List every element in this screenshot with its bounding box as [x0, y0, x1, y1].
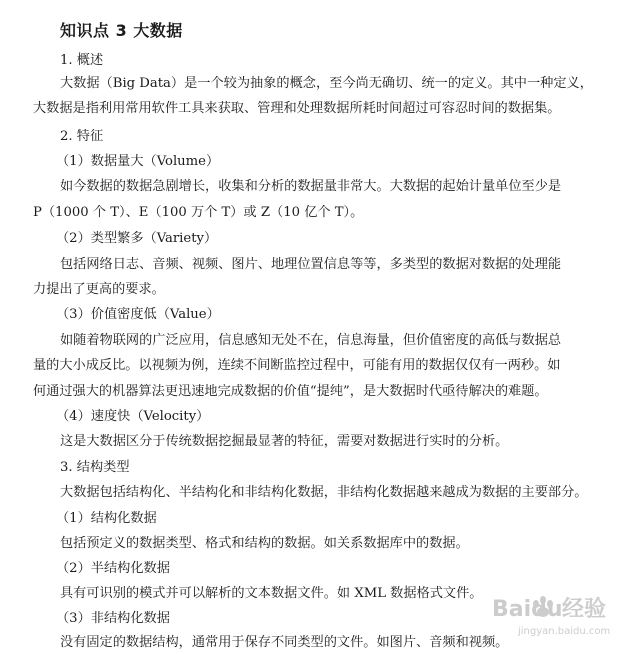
paragraph-line: 何通过强大的机器算法更迅速地完成数据的价值“提纯”，是大数据时代亟待解决的难题。 [33, 384, 548, 399]
paw-icon [533, 596, 553, 617]
paragraph-line: 大数据（Big Data）是一个较为抽象的概念，至今尚无确切、统一的定义。其中一种定义， [60, 76, 593, 91]
paragraph-line: 大数据是指利用常用软件工具来获取、管理和处理数据所耗时间超过可容忍时间的数据集。 [33, 101, 561, 116]
watermark-url: jingyan.baidu.com [518, 626, 611, 637]
subheading-unstructured: （3）非结构化数据 [56, 611, 170, 626]
subheading-variety: （2）类型繁多（Variety） [56, 231, 218, 246]
paragraph-line: 这是大数据区分于传统数据挖掘最显著的特征，需要对数据进行实时的分析。 [60, 434, 509, 449]
subheading-volume: （1）数据量大（Volume） [56, 154, 220, 169]
paragraph-line: 如今数据的数据急剧增长，收集和分析的数据量非常大。大数据的起始计量单位至少是 [60, 179, 562, 194]
paragraph-line: P（1000 个 T）、E（100 万个 T）或 Z（10 亿个 T）。 [33, 205, 364, 220]
paragraph-line: 没有固定的数据结构，通常用于保存不同类型的文件。如图片、音频和视频。 [60, 635, 509, 650]
watermark-brand: Baidu [492, 597, 563, 622]
paragraph-line: 包括预定义的数据类型、格式和结构的数据。如关系数据库中的数据。 [60, 536, 469, 551]
paragraph-line: 力提出了更高的要求。 [33, 282, 165, 297]
heading-overview: 1. 概述 [60, 53, 104, 68]
subheading-structured: （1）结构化数据 [56, 511, 157, 526]
paragraph-line: 包括网络日志、音频、视频、图片、地理位置信息等等，多类型的数据对数据的处理能 [60, 257, 562, 272]
heading-structure-types: 3. 结构类型 [60, 460, 130, 475]
paragraph-line: 量的大小成反比。以视频为例，连续不间断监控过程中，可能有用的数据仅仅有一两秒。如 [33, 358, 561, 373]
paragraph-line: 具有可识别的模式并可以解析的文本数据文件。如 XML 数据格式文件。 [60, 586, 483, 601]
subheading-semi-structured: （2）半结构化数据 [56, 561, 170, 576]
paragraph-line: 如随着物联网的广泛应用，信息感知无处不在，信息海量，但价值密度的高低与数据总 [60, 333, 562, 348]
paragraph-line: 大数据包括结构化、半结构化和非结构化数据，非结构化数据越来越成为数据的主要部分。 [60, 485, 588, 500]
watermark-suffix: 经验 [562, 597, 607, 622]
subheading-value: （3）价值密度低（Value） [56, 307, 220, 322]
subheading-velocity: （4）速度快（Velocity） [56, 409, 210, 424]
baidu-jingyan-watermark [488, 584, 628, 640]
section-title: 知识点 3 大数据 [60, 21, 183, 40]
heading-features: 2. 特征 [60, 129, 104, 144]
